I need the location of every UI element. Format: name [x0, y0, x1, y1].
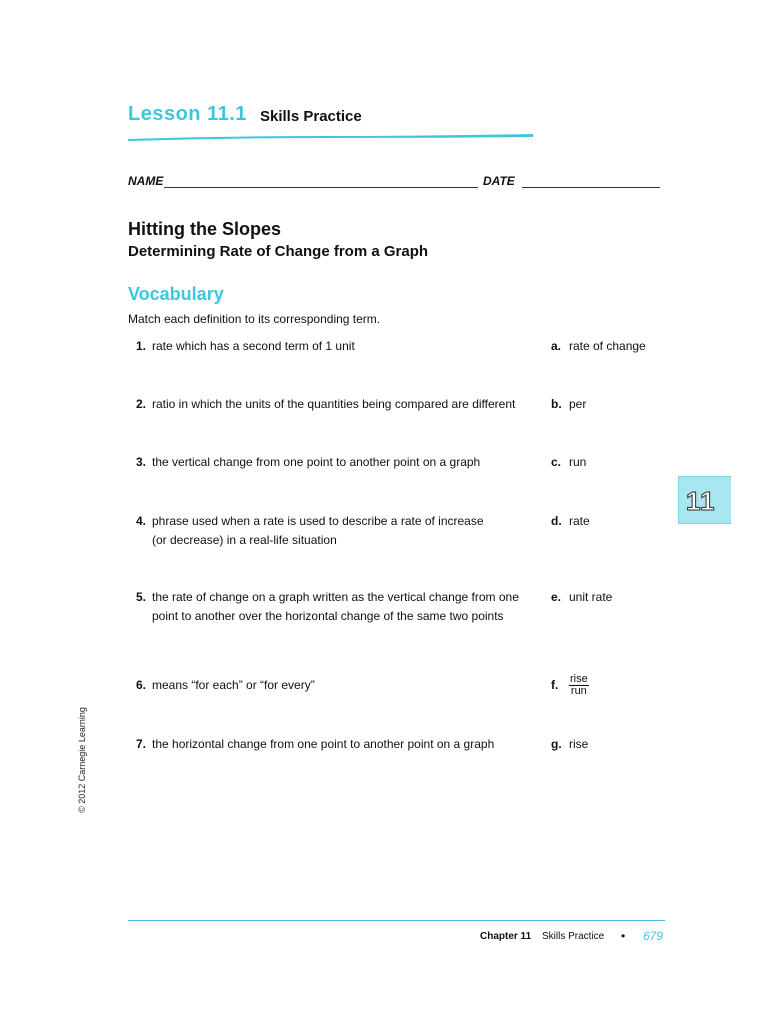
answer-text: rate	[569, 514, 590, 528]
page-title: Hitting the Slopes	[128, 219, 281, 239]
question-text: means “for each” or “for every”	[152, 678, 315, 692]
answer-text: run	[569, 455, 587, 469]
answer-b	[551, 395, 586, 414]
question-text-continued: (or decrease) in a real-life situation	[152, 533, 337, 547]
chapter-tab	[678, 476, 731, 524]
question-text: the rate of change on a graph written as the vertical change from one	[152, 590, 519, 604]
date-field[interactable]	[522, 187, 660, 188]
question-text: phrase used when a rate is used to describe a rate of increase	[152, 514, 484, 528]
answer-letter: b.	[551, 397, 562, 411]
question-1	[136, 337, 526, 356]
question-number: 1.	[136, 339, 147, 353]
page-number: 679	[643, 929, 664, 943]
footer-bullet: •	[621, 929, 626, 943]
fraction	[569, 674, 589, 697]
question-number: 7.	[136, 737, 147, 751]
answer-text: per	[569, 397, 587, 411]
answer-letter: d.	[551, 514, 562, 528]
name-field[interactable]	[164, 187, 478, 188]
fraction-numerator: rise	[570, 673, 588, 685]
answer-letter: f.	[551, 677, 559, 692]
question-2	[136, 395, 526, 414]
footer-label: Skills Practice	[542, 931, 605, 942]
lesson-subtitle: Skills Practice	[260, 108, 362, 125]
question-number: 5.	[136, 590, 147, 604]
question-number: 2.	[136, 397, 147, 411]
answer-d	[551, 512, 590, 531]
chapter-tab-number: 11	[686, 486, 716, 516]
answer-letter: a.	[551, 339, 562, 353]
answer-letter: e.	[551, 590, 562, 604]
question-number: 6.	[136, 678, 147, 692]
question-number: 3.	[136, 455, 147, 469]
footer-rule	[128, 920, 665, 921]
question-number: 4.	[136, 514, 147, 528]
question-text: the horizontal change from one point to another point on a graph	[152, 737, 495, 751]
answer-f	[551, 674, 589, 697]
section-heading: Vocabulary	[128, 284, 224, 304]
question-5	[136, 588, 526, 626]
answer-c	[551, 453, 586, 472]
question-6	[136, 676, 526, 695]
answer-text: rise	[569, 737, 589, 751]
copyright-notice: © 2012 Carnegie Learning	[77, 707, 87, 813]
answer-letter: g.	[551, 737, 562, 751]
instructions: Match each definition to its corresponding term.	[128, 312, 381, 326]
date-label: DATE	[483, 174, 515, 188]
question-text-continued: point to another over the horizontal change of the same two points	[152, 609, 504, 623]
question-text: the vertical change from one point to another point on a graph	[152, 455, 481, 469]
header-rule	[128, 133, 538, 141]
question-text: rate which has a second term of 1 unit	[152, 339, 355, 353]
question-text: ratio in which the units of the quantities being compared are different	[152, 397, 516, 411]
answer-a	[551, 337, 646, 356]
footer-chapter: Chapter 11	[480, 931, 532, 942]
question-4	[136, 512, 526, 550]
page-subtitle: Determining Rate of Change from a Graph	[128, 243, 429, 260]
answer-letter: c.	[551, 455, 562, 469]
name-label: NAME	[128, 174, 164, 188]
answer-text: rate of change	[569, 339, 646, 353]
answer-e	[551, 588, 612, 607]
answer-g	[551, 735, 588, 754]
answer-text: unit rate	[569, 590, 613, 604]
lesson-number: Lesson 11.1	[128, 103, 247, 125]
question-3	[136, 453, 526, 472]
question-7	[136, 735, 526, 754]
fraction-denominator: run	[570, 685, 587, 697]
